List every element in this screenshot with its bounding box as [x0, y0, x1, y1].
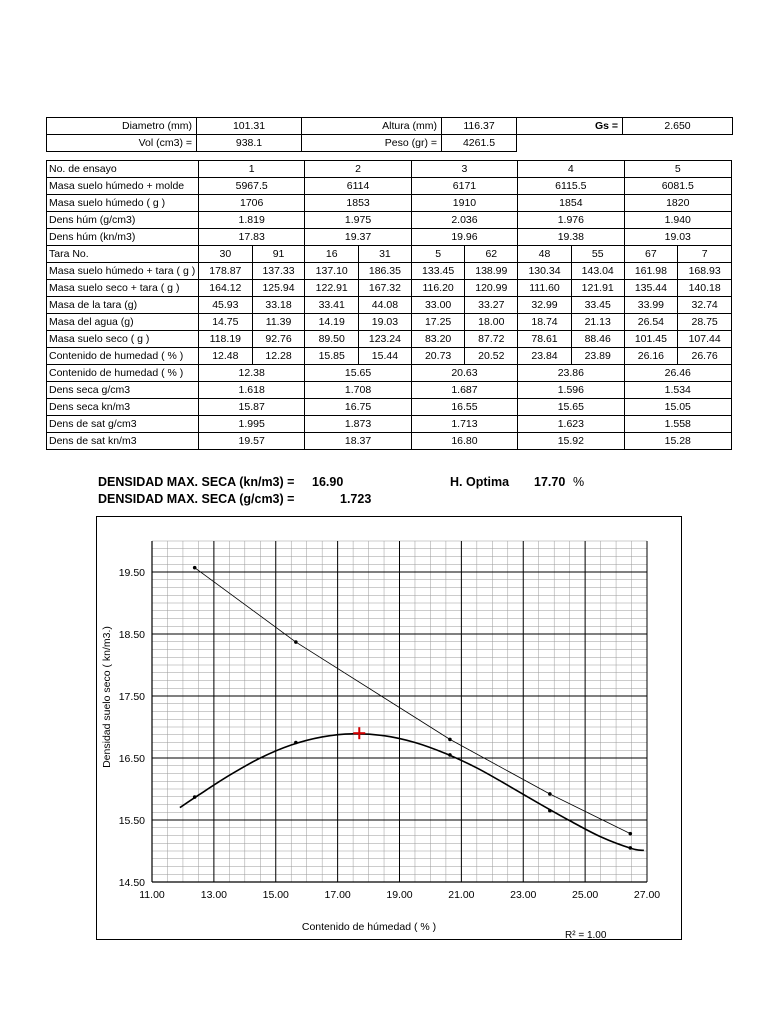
- y-tick-label: 18.50: [118, 629, 145, 641]
- cell: 91: [252, 246, 305, 263]
- x-tick-label: 19.00: [386, 889, 413, 901]
- hopt-unit: %: [573, 475, 585, 489]
- row-label: Masa suelo húmedo + tara ( g ): [47, 263, 199, 280]
- x-tick-label: 25.00: [571, 889, 599, 901]
- polynomial-trendline: [180, 734, 644, 851]
- cell: 26.46: [624, 365, 731, 382]
- cell: 5: [411, 246, 465, 263]
- cell: 6081.5: [624, 178, 731, 195]
- altura-label: Altura (mm): [302, 118, 442, 135]
- cell: 15.28: [624, 433, 731, 450]
- altura-value: 116.37: [442, 118, 517, 135]
- row-label: Masa de la tara (g): [47, 297, 199, 314]
- cell: 122.91: [305, 280, 359, 297]
- cell: 5: [624, 161, 731, 178]
- cell: 33.45: [571, 297, 624, 314]
- table-row: [47, 314, 732, 331]
- row-label: Masa suelo seco ( g ): [47, 331, 199, 348]
- cell: 16.80: [411, 433, 517, 450]
- row-label: Dens de sat g/cm3: [47, 416, 199, 433]
- cell: 26.54: [624, 314, 678, 331]
- cell: 20.73: [411, 348, 465, 365]
- peso-label: Peso (gr) =: [302, 135, 442, 152]
- cell: 137.10: [305, 263, 359, 280]
- cell: 118.19: [198, 331, 252, 348]
- row-label: Dens húm (kn/m3): [47, 229, 199, 246]
- row-label: Masa suelo húmedo + molde: [47, 178, 199, 195]
- dry-density-point: [294, 741, 298, 745]
- cell: 15.05: [624, 399, 731, 416]
- cell: 16: [305, 246, 359, 263]
- cell: 19.96: [411, 229, 517, 246]
- cell: 140.18: [678, 280, 732, 297]
- cell: 107.44: [678, 331, 732, 348]
- cell: 87.72: [465, 331, 518, 348]
- table-row: [47, 178, 732, 195]
- cell: 17.25: [411, 314, 465, 331]
- table-row: [47, 382, 732, 399]
- cell: 3: [411, 161, 517, 178]
- compaction-chart: [96, 516, 682, 940]
- cell: 15.85: [305, 348, 359, 365]
- cell: 6114: [305, 178, 411, 195]
- row-label: Masa del agua (g): [47, 314, 199, 331]
- cell: 1.596: [518, 382, 624, 399]
- cell: 16.75: [305, 399, 411, 416]
- cell: 167.32: [359, 280, 412, 297]
- cell: 123.24: [359, 331, 412, 348]
- cell: 14.19: [305, 314, 359, 331]
- cell: 121.91: [571, 280, 624, 297]
- row-label: No. de ensayo: [47, 161, 199, 178]
- row-label: Dens húm (g/cm3): [47, 212, 199, 229]
- y-tick-label: 16.50: [118, 753, 145, 765]
- cell: 1.873: [305, 416, 411, 433]
- row-label: Contenido de humedad ( % ): [47, 365, 199, 382]
- cell: 164.12: [198, 280, 252, 297]
- table-row: [47, 280, 732, 297]
- cell: 14.75: [198, 314, 252, 331]
- table-row: [47, 297, 732, 314]
- cell: 19.03: [624, 229, 731, 246]
- hopt-label: H. Optima: [450, 475, 510, 489]
- saturation-point: [294, 640, 298, 644]
- saturation-point: [548, 792, 552, 796]
- cell: 23.84: [518, 348, 572, 365]
- cell: 4: [518, 161, 624, 178]
- row-label: Dens de sat kn/m3: [47, 433, 199, 450]
- table-row: [47, 416, 732, 433]
- cell: 15.65: [305, 365, 411, 382]
- cell: 11.39: [252, 314, 305, 331]
- peso-value: 4261.5: [442, 135, 517, 152]
- cell: 62: [465, 246, 518, 263]
- dry-density-point: [628, 846, 632, 850]
- cell: 137.33: [252, 263, 305, 280]
- row-label: Dens seca kn/m3: [47, 399, 199, 416]
- cell: 143.04: [571, 263, 624, 280]
- cell: 15.87: [198, 399, 304, 416]
- diametro-label: Diametro (mm): [47, 118, 197, 135]
- cell: 20.52: [465, 348, 518, 365]
- dmax-kn-value: 16.90: [312, 475, 344, 489]
- y-tick-label: 17.50: [118, 691, 145, 703]
- cell: 2: [305, 161, 411, 178]
- cell: 67: [624, 246, 678, 263]
- cell: 44.08: [359, 297, 412, 314]
- row-label: Masa suelo húmedo ( g ): [47, 195, 199, 212]
- cell: 30: [198, 246, 252, 263]
- cell: 116.20: [411, 280, 465, 297]
- optimum-marker: [353, 727, 365, 739]
- table-row: [47, 365, 732, 382]
- cell: 89.50: [305, 331, 359, 348]
- cell: 33.18: [252, 297, 305, 314]
- cell: 15.65: [518, 399, 624, 416]
- cell: 33.27: [465, 297, 518, 314]
- dry-density-point: [548, 809, 552, 813]
- dmax-kn-label: DENSIDAD MAX. SECA (kn/m3) =: [98, 475, 295, 489]
- x-tick-label: 27.00: [633, 889, 661, 901]
- cell: 1.558: [624, 416, 731, 433]
- cell: 1820: [624, 195, 731, 212]
- dry-density-point: [448, 753, 452, 757]
- cell: 19.37: [305, 229, 411, 246]
- cell: 101.45: [624, 331, 678, 348]
- cell: 7: [678, 246, 732, 263]
- cell: 135.44: [624, 280, 678, 297]
- cell: 125.94: [252, 280, 305, 297]
- cell: 33.99: [624, 297, 678, 314]
- x-tick-label: 21.00: [448, 889, 475, 901]
- x-tick-label: 11.00: [139, 889, 165, 901]
- table-row: [47, 246, 732, 263]
- cell: 138.99: [465, 263, 518, 280]
- cell: 21.13: [571, 314, 624, 331]
- hopt-value: 17.70: [534, 475, 566, 489]
- cell: 55: [571, 246, 624, 263]
- cell: 1.708: [305, 382, 411, 399]
- table-row: [47, 399, 732, 416]
- vol-value: 938.1: [197, 135, 302, 152]
- gs-label: Gs =: [517, 118, 623, 135]
- r2-label: R² = 1.00: [565, 930, 607, 941]
- cell: 33.41: [305, 297, 359, 314]
- row-label: Masa suelo seco + tara ( g ): [47, 280, 199, 297]
- cell: 168.93: [678, 263, 732, 280]
- cell: 1.713: [411, 416, 517, 433]
- y-tick-label: 14.50: [118, 877, 145, 889]
- cell: 178.87: [198, 263, 252, 280]
- cell: 130.34: [518, 263, 572, 280]
- cell: 1.995: [198, 416, 304, 433]
- cell: 2.036: [411, 212, 517, 229]
- cell: 19.38: [518, 229, 624, 246]
- cell: 161.98: [624, 263, 678, 280]
- cell: 1.623: [518, 416, 624, 433]
- cell: 1.534: [624, 382, 731, 399]
- cell: 186.35: [359, 263, 412, 280]
- gs-value: 2.650: [623, 118, 733, 135]
- table-row: [47, 348, 732, 365]
- saturation-point: [193, 566, 197, 570]
- table-row: [47, 195, 732, 212]
- cell: 6171: [411, 178, 517, 195]
- cell: 12.38: [198, 365, 304, 382]
- cell: 120.99: [465, 280, 518, 297]
- cell: 20.63: [411, 365, 517, 382]
- y-axis-label: Densidad suelo seco ( kn/m3.): [101, 626, 113, 768]
- diametro-value: 101.31: [197, 118, 302, 135]
- cell: 111.60: [518, 280, 572, 297]
- x-tick-label: 17.00: [324, 889, 351, 901]
- cell: 1910: [411, 195, 517, 212]
- table-row: [47, 212, 732, 229]
- cell: 18.00: [465, 314, 518, 331]
- cell: 31: [359, 246, 412, 263]
- row-label: Contenido de humedad ( % ): [47, 348, 199, 365]
- table-row: [47, 263, 732, 280]
- table-row: [47, 433, 732, 450]
- cell: 1.940: [624, 212, 731, 229]
- cell: 32.74: [678, 297, 732, 314]
- cell: 83.20: [411, 331, 465, 348]
- cell: 23.86: [518, 365, 624, 382]
- cell: 12.48: [198, 348, 252, 365]
- y-tick-label: 15.50: [118, 815, 145, 827]
- x-axis-label: Contenido de húmedad ( % ): [301, 921, 437, 933]
- cell: 1.687: [411, 382, 517, 399]
- cell: 19.57: [198, 433, 304, 450]
- cell: 1706: [198, 195, 304, 212]
- cell: 26.16: [624, 348, 678, 365]
- cell: 1853: [305, 195, 411, 212]
- cell: 92.76: [252, 331, 305, 348]
- dmax-g-value: 1.723: [340, 492, 372, 506]
- row-label: Tara No.: [47, 246, 199, 263]
- cell: 1854: [518, 195, 624, 212]
- cell: 88.46: [571, 331, 624, 348]
- table-row: [47, 331, 732, 348]
- x-tick-label: 15.00: [262, 889, 289, 901]
- cell: 45.93: [198, 297, 252, 314]
- cell: 19.03: [359, 314, 412, 331]
- cell: 33.00: [411, 297, 465, 314]
- cell: 1.819: [198, 212, 304, 229]
- cell: 18.37: [305, 433, 411, 450]
- dmax-g-label: DENSIDAD MAX. SECA (g/cm3) =: [98, 492, 295, 506]
- x-tick-label: 13.00: [200, 889, 228, 901]
- cell: 6115.5: [518, 178, 624, 195]
- cell: 15.92: [518, 433, 624, 450]
- saturation-point: [628, 832, 632, 836]
- cell: 1: [198, 161, 304, 178]
- row-label: Dens seca g/cm3: [47, 382, 199, 399]
- cell: 1.976: [518, 212, 624, 229]
- dry-density-point: [193, 795, 197, 799]
- cell: 17.83: [198, 229, 304, 246]
- header-table: [46, 117, 733, 152]
- x-tick-label: 23.00: [510, 889, 537, 901]
- cell: 23.89: [571, 348, 624, 365]
- vol-label: Vol (cm3) =: [47, 135, 197, 152]
- ensayo-row: [47, 161, 732, 178]
- y-tick-label: 19.50: [118, 567, 145, 579]
- cell: 15.44: [359, 348, 412, 365]
- cell: 1.618: [198, 382, 304, 399]
- table-row: [47, 229, 732, 246]
- cell: 5967.5: [198, 178, 304, 195]
- cell: 133.45: [411, 263, 465, 280]
- cell: 48: [518, 246, 572, 263]
- cell: 26.76: [678, 348, 732, 365]
- cell: 1.975: [305, 212, 411, 229]
- cell: 78.61: [518, 331, 572, 348]
- cell: 32.99: [518, 297, 572, 314]
- cell: 12.28: [252, 348, 305, 365]
- data-table: [46, 160, 732, 450]
- cell: 28.75: [678, 314, 732, 331]
- cell: 18.74: [518, 314, 572, 331]
- saturation-point: [448, 738, 452, 742]
- cell: 16.55: [411, 399, 517, 416]
